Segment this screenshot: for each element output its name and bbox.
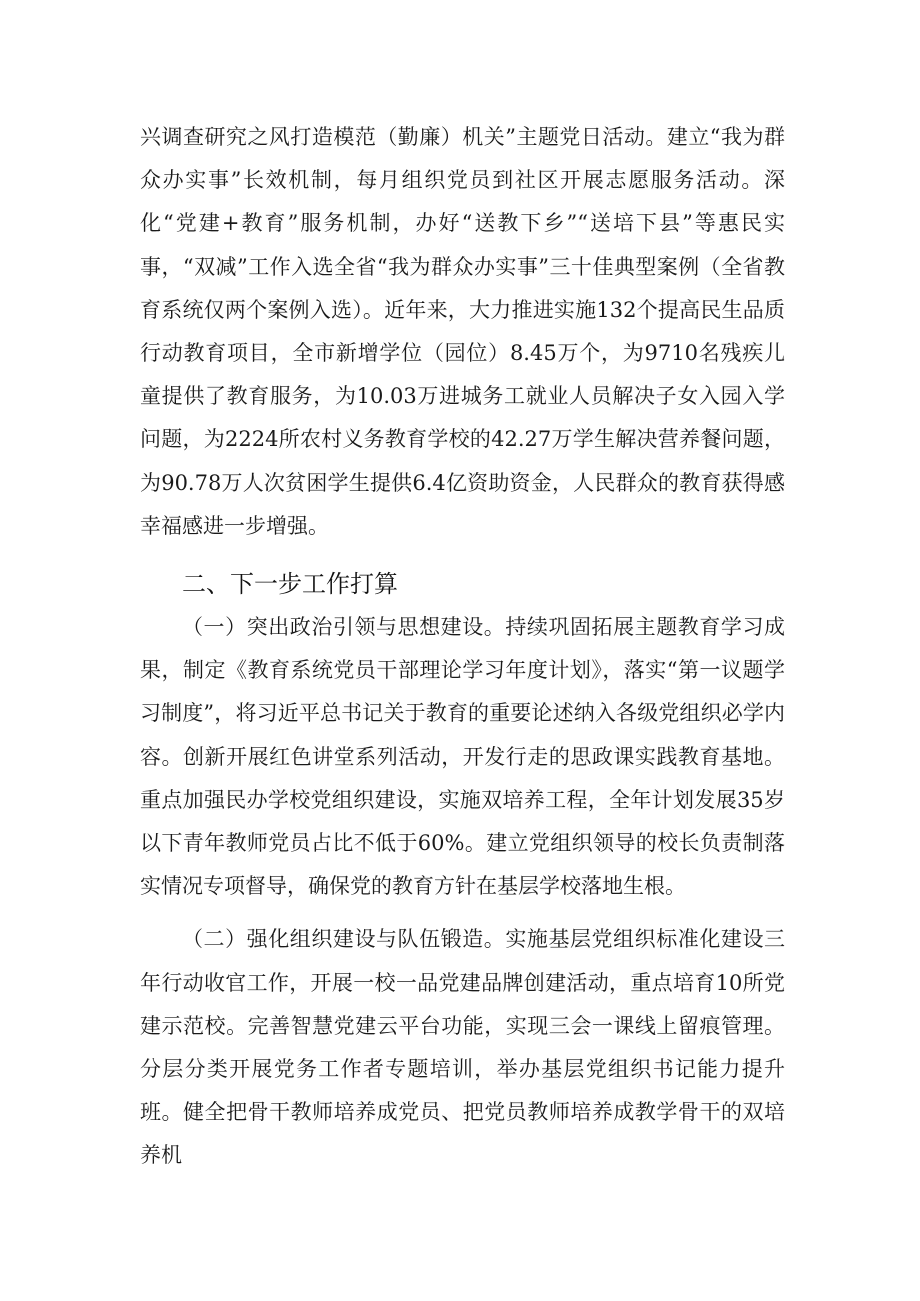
paragraph-continuation: 兴调查研究之风打造模范（勤廉）机关”主题党日活动。建立“我为群众办实事”长效机制，每月组织党员到社区开展志愿服务活动。深化“党建+教育”服务机制，办好“送教下乡”“送培下县”等惠民实事，“双减”工作入选全省“我为群众办实事”三十佳典型案例（全省教育系统仅两个案例入选）。近年来，大力推进实施132个提高民生品质行动教育项目，全市新增学位（园位）8.45万个，为9710名残疾儿童提供了教育服务，为10.03万进城务工就业人员解决子女入园入学问题，为2224所农村义务教育学校的42.27万学生解决营养餐问题，为90.78万人次贫困学生提供6.4亿资助资金，人民群众的教育获得感幸福感进一步增强。 bbox=[140, 125, 785, 538]
paragraph-political-guidance: （一）突出政治引领与思想建设。持续巩固拓展主题教育学习成果，制定《教育系统党员干部理论学习年度计划》，落实“第一议题学习制度”，将习近平总书记关于教育的重要论述纳入各级党组织必学内容。创新开展红色讲堂系列活动，开发行走的思政课实践教育基地。重点加强民办学校党组织建设，实施双培养工程，全年计划发展35岁以下青年教师党员占比不低于60%。建立党组织领导的校长负责制落实情况专项督导，确保党的教育方针在基层学校落地生根。 bbox=[140, 615, 785, 899]
document-body bbox=[140, 116, 785, 1178]
paragraph-gap bbox=[140, 548, 785, 558]
section-heading: 二、下一步工作打算 bbox=[182, 570, 398, 599]
paragraph-organization-building: （二）强化组织建设与队伍锻造。实施基层党组织标准化建设三年行动收官工作，开展一校一品党建品牌创建活动，重点培育10所党建示范校。完善智慧党建云平台功能，实现三会一课线上留痕管理。分层分类开展党务工作者专题培训，举办基层党组织书记能力提升班。健全把骨干教师培养成党员、把党员教师培养成教学骨干的双培养机 bbox=[140, 927, 785, 1168]
paragraph-gap bbox=[140, 908, 785, 918]
